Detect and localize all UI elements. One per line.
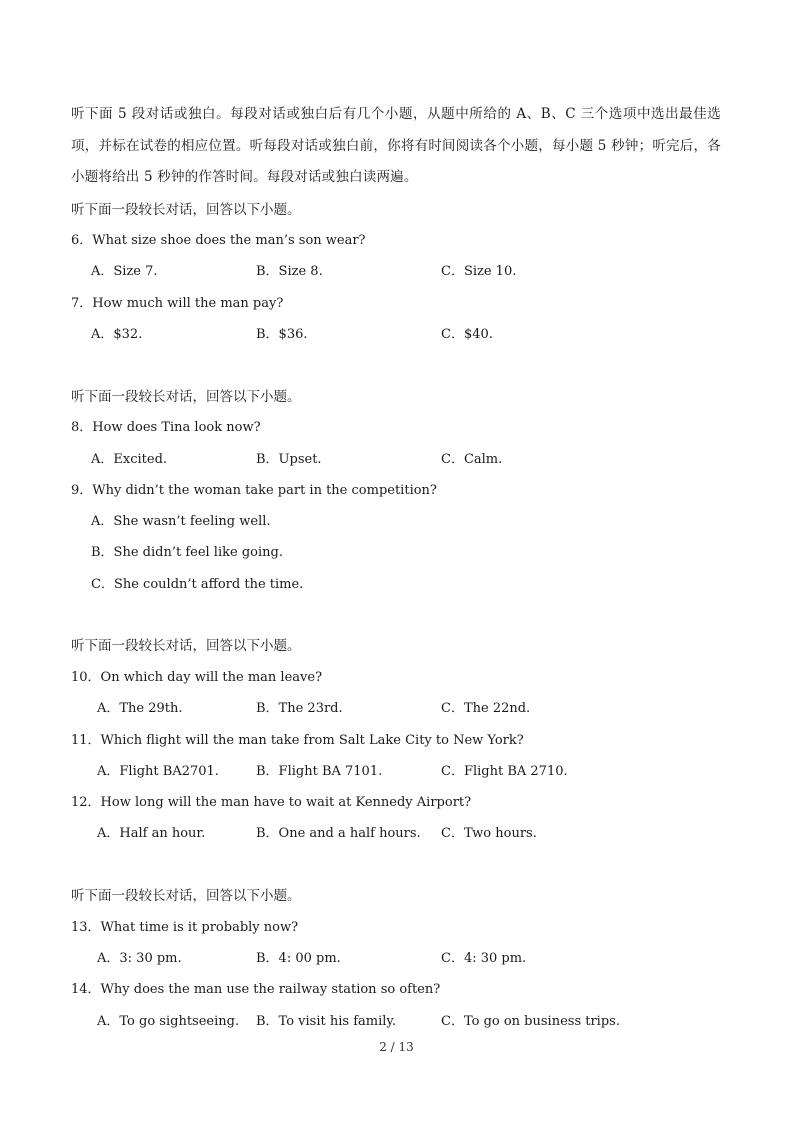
option-b: B．$36. [256, 327, 308, 342]
option-c: C．Calm. [441, 452, 503, 467]
option-b: B．4: 00 pm. [256, 951, 341, 966]
option-c: C．The 22nd. [441, 701, 531, 716]
question-stem: 9．Why didn’t the woman take part in the competition? [71, 483, 437, 498]
option-a: A．The 29th. [97, 701, 183, 716]
option-b: B．Size 8. [256, 264, 323, 279]
section-heading: 听下面一段较长对话，回答以下小题。 [71, 202, 301, 218]
option-c: C．4: 30 pm. [441, 951, 527, 966]
option-c: C．Flight BA 2710. [441, 764, 568, 779]
question-stem: 7．How much will the man pay? [71, 296, 284, 311]
option-a: A．Flight BA2701. [97, 764, 219, 779]
option-a: A．Excited. [91, 452, 168, 467]
option-b: B．One and a half hours. [256, 826, 421, 841]
option-a: A．3: 30 pm. [97, 951, 182, 966]
option-a: A．$32. [91, 327, 143, 342]
option-a: A．Size 7. [91, 264, 158, 279]
question-stem: 13．What time is it probably now? [71, 920, 299, 935]
question-stem: 14．Why does the man use the railway station so often? [71, 982, 441, 997]
option-c: C．Size 10. [441, 264, 517, 279]
option-a: A．To go sightseeing. [97, 1014, 240, 1029]
option-b: B．The 23rd. [256, 701, 343, 716]
option-c: C．Two hours. [441, 826, 537, 841]
option-b: B．Upset. [256, 452, 322, 467]
option-a: A．She wasn’t feeling well. [91, 514, 271, 529]
option-c: C．To go on business trips. [441, 1014, 620, 1029]
section-heading: 听下面一段较长对话，回答以下小题。 [71, 888, 301, 904]
question-stem: 11．Which flight will the man take from Salt Lake City to New York? [71, 733, 524, 748]
section-heading: 听下面一段较长对话，回答以下小题。 [71, 389, 301, 405]
question-stem: 6．What size shoe does the man’s son wear? [71, 233, 366, 248]
option-c: C．$40. [441, 327, 493, 342]
question-stem: 10．On which day will the man leave? [71, 670, 323, 685]
listening-instructions: 听下面 5 段对话或独白。每段对话或独白后有几个小题，从题中所给的 A、B、C 三个选项中选出最佳选项，并标在试卷的相应位置。听每段对话或独白前，你将有时间阅读各个小题，每小题 5 秒钟；听完后，各小题将给出 5 秒钟的作答时间。每段对话或独白读两遍。 [71, 106, 721, 185]
question-stem: 12．How long will the man have to wait at Kennedy Airport? [71, 795, 472, 810]
page-number: 2 / 13 [379, 1040, 414, 1054]
question-stem: 8．How does Tina look now? [71, 420, 261, 435]
option-b: B．Flight BA 7101. [256, 764, 383, 779]
section-heading: 听下面一段较长对话，回答以下小题。 [71, 638, 301, 654]
option-a: A．Half an hour. [97, 826, 206, 841]
option-b: B．To visit his family. [256, 1014, 397, 1029]
option-b: B．She didn’t feel like going. [91, 545, 283, 560]
option-c: C．She couldn’t afford the time. [91, 577, 304, 592]
